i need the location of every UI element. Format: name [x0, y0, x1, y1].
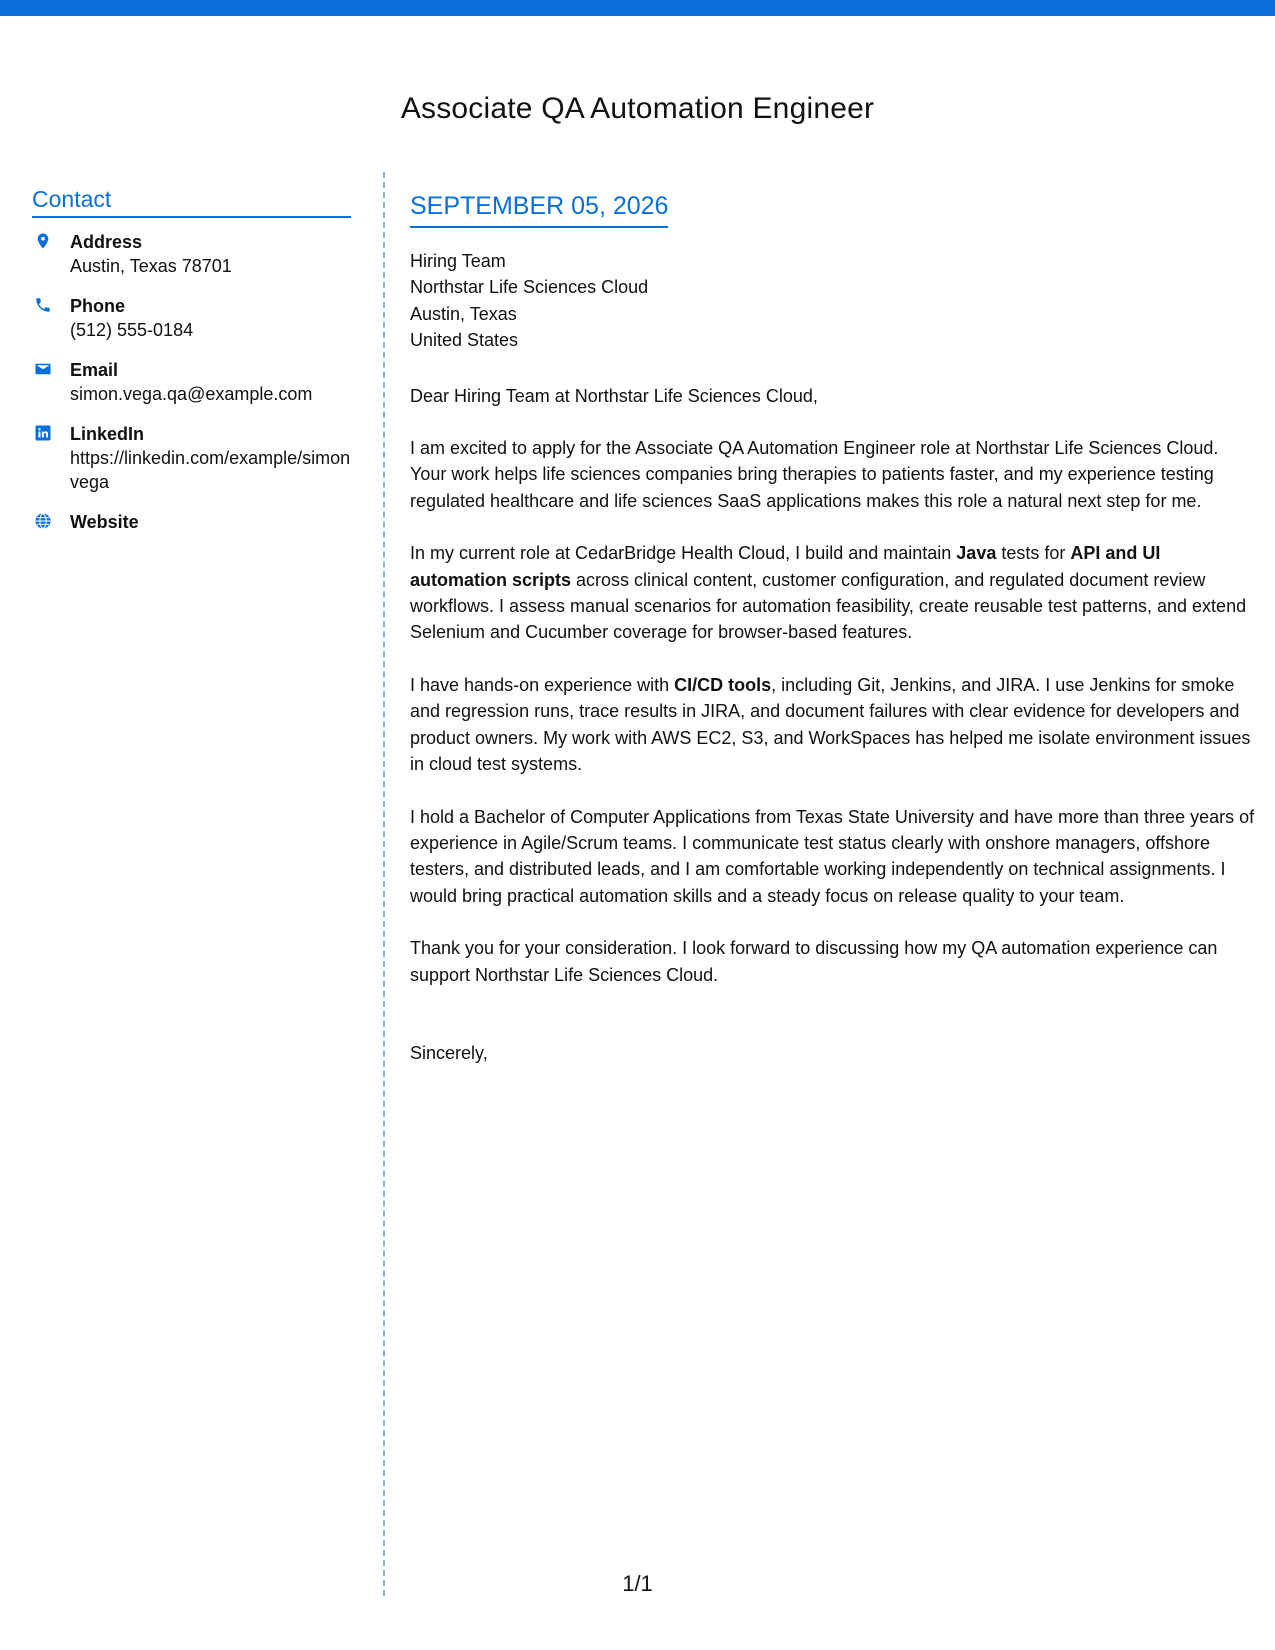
paragraph-text: I have hands-on experience with [410, 674, 675, 695]
letter-date: SEPTEMBER 05, 2026 [410, 190, 668, 228]
recipient-line: Austin, Texas [410, 303, 517, 324]
recipient-line: Northstar Life Sciences Cloud [410, 277, 649, 298]
greeting: Dear Hiring Team at Northstar Life Sciences Cloud, [410, 385, 818, 406]
bold-highlight: Java [956, 543, 997, 564]
phone-label: Phone [70, 296, 126, 316]
recipient-line: United States [410, 330, 519, 351]
paragraph-tools [410, 672, 1255, 778]
website-label: Website [70, 512, 139, 532]
top-accent-bar [0, 0, 1275, 16]
email-value[interactable]: simon.vega.qa@example.com [70, 384, 313, 404]
envelope-icon [32, 358, 70, 406]
paragraph-closing: Thank you for your consideration. I look forward to discussing how my QA automation experience can support Northstar Life Sciences Cloud. [410, 938, 1218, 985]
linkedin-label: LinkedIn [70, 424, 145, 444]
location-pin-icon [32, 230, 70, 278]
address-label: Address [70, 232, 143, 252]
page-title: Associate QA Automation Engineer [400, 92, 875, 125]
paragraph-text: In my current role at CedarBridge Health Cloud, I build and maintain [410, 543, 957, 564]
contact-address [32, 230, 351, 278]
recipient-block [410, 248, 1255, 354]
paragraph-intro: I am excited to apply for the Associate QA Automation Engineer role at Northstar Life Sciences Cloud. Your work helps life sciences companies bring therapies to patients faster, and my experience testing regulated healthcare and life sciences SaaS applications makes this role a natural next step for me. [410, 438, 1219, 511]
linkedin-icon [32, 422, 70, 494]
phone-value: (512) 555-0184 [70, 320, 194, 340]
signoff: Sincerely, [410, 1042, 488, 1063]
phone-icon [32, 294, 70, 342]
paragraph-text: across clinical content, customer configuration, and regulated document review workflows. I assess manual scenarios for automation feasibility, create reusable test patterns, and extend Selenium and Cucumber coverage for browser-based features. [410, 569, 1247, 643]
address-value: Austin, Texas 78701 [70, 256, 232, 276]
email-label: Email [70, 360, 119, 380]
paragraph-text: tests for [996, 543, 1071, 564]
bold-highlight: CI/CD tools [674, 674, 772, 695]
linkedin-value[interactable]: https://linkedin.com/example/simonvega [70, 448, 351, 492]
paragraph-text: , including Git, Jenkins, and JIRA. I use Jenkins for smoke and regression runs, trace results in JIRA, and document failures with clear evidence for developers and product owners. My work with AWS EC2, S3, and WorkSpaces has helped me isolate environment issues in cloud test systems. [410, 674, 1251, 775]
contact-heading: Contact [32, 186, 351, 218]
contact-linkedin [32, 422, 351, 494]
paragraph-education: I hold a Bachelor of Computer Applications from Texas State University and have more than three years of experience in Agile/Scrum teams. I communicate test status clearly with onshore managers, offshore testers, and distributed leads, and I am comfortable working independently on technical assignments. I would bring practical automation skills and a steady focus on release quality to your team. [410, 806, 1255, 906]
contact-website [32, 510, 351, 534]
bold-highlight: API and UI automation scripts [410, 543, 1161, 590]
contact-email [32, 358, 351, 406]
contact-phone [32, 294, 351, 342]
globe-icon [32, 510, 70, 534]
page-number: 1/1 [622, 1571, 653, 1596]
letter-body [410, 190, 1255, 1066]
paragraph-current-role [410, 540, 1255, 646]
recipient-line: Hiring Team [410, 251, 506, 271]
column-divider [383, 172, 385, 1596]
contact-sidebar [32, 186, 351, 550]
